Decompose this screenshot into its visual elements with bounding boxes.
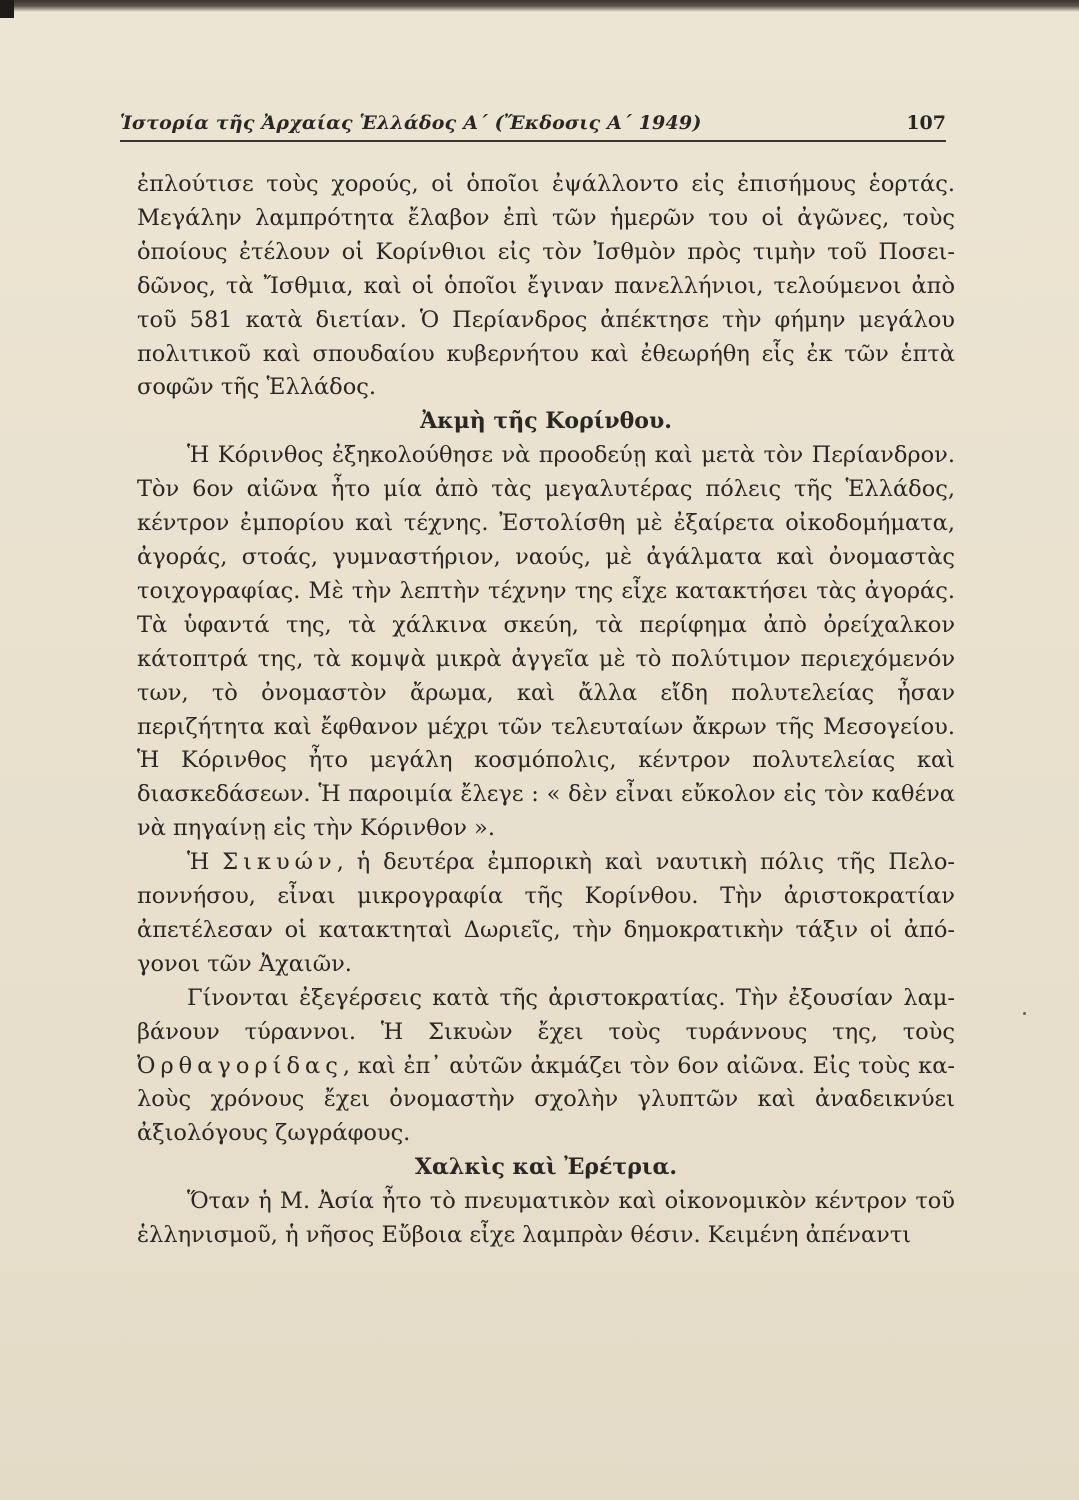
running-header [120,110,946,142]
running-header-title: Ἱστορία τῆς Ἀρχαίας Ἑλλάδος Α΄ (Ἔκδοσις Α΄ 1949) [120,112,702,134]
spaced-term-orthagorides: Ὀρθαγορίδας [137,1052,343,1079]
paragraph-sikyon [137,846,955,982]
paragraph-tyrants-after: , καὶ ἐπ᾿ αὐτῶν ἀκμάζει τὸν 6ον αἰῶνα. Εἰς τοὺς καλοὺς χρόνους ἔχει ὀνομαστὴν σχολὴν γλυπτῶν καὶ ἀναδεικνύει ἀξιολόγους ζωγράφους. [137,1052,955,1147]
paragraph-korinthos: Ἡ Κόρινθος ἐξηκολούθησε νὰ προοδεύῃ καὶ μετὰ τὸν Περίανδρον. Τὸν 6ον αἰῶνα ἦτο μία ἀπὸ τὰς μεγαλυτέρας πόλεις τῆς Ἑλλάδος, κέντρον ἐμπορίου καὶ τέχνης. Ἐστολίσθη μὲ ἐξαίρετα οἰκοδομήματα, ἀγοράς, στοάς, γυμναστήριον, ναούς, μὲ ἀγάλματα καὶ ὀνομαστὰς τοιχογραφίας. Μὲ τὴν λεπτὴν τέχνην της εἶχε κατακτήσει τὰς ἀγοράς. Τὰ ὑφαντά της, τὰ χάλκινα σκεύη, τὰ περίφημα ἀπὸ ὀρείχαλκον κάτοπτρά της, τὰ κομψὰ μικρὰ ἀγγεῖα μὲ τὸ πολύτιμον περιεχόμενόν των, τὸ ὀνομαστὸν ἄρωμα, καὶ ἄλλα εἴδη πολυτελείας ἦσαν περιζήτητα καὶ ἔφθανον μέχρι τῶν τελευταίων ἄκρων τῆς Μεσογείου. Ἡ Κόρινθος ἦτο μεγάλη κοσμόπολις, κέντρον πολυτελείας καὶ διασκεδάσεων. Ἡ παροιμία ἔλεγε : « δὲν εἶναι εὔκολον εἰς τὸν καθένα νὰ πηγαίνῃ εἰς τὴν Κόρινθον ». [137,442,955,842]
paragraph-sikyon-lead: Ἡ [187,849,223,876]
paragraph-tyrants [137,982,955,1152]
paragraph-tyrants-before: Γίνονται ἐξεγέρσεις κατὰ τῆς ἀριστοκρατίας. Τὴν ἐξουσίαν λαμβάνουν τύραννοι. Ἡ Σικυὼν ἔχει τοὺς τυράννους της, τοὺς [137,984,955,1045]
paragraph-euboea: Ὅταν ἡ Μ. Ἀσία ἦτο τὸ πνευματικὸν καὶ οἰκονομικὸν κέντρον τοῦ ἑλληνισμοῦ, ἡ νῆσος Εὔβοια εἶχε λαμπρὰν θέσιν. Κειμένη ἀπέναντι [137,1188,955,1249]
spaced-term-sikyon: Σικυών [222,849,337,876]
section-heading-akmi-korinthou: Ἀκμὴ τῆς Κορίνθου. [420,408,672,435]
section-heading-chalkis-eretria: Χαλκὶς καὶ Ἐρέτρια. [414,1154,678,1181]
paragraph-sikyon-text: , ἡ δευτέρα ἐμπορικὴ καὶ ναυτικὴ πόλις τῆς Πελοποννήσου, εἶναι μικρογραφία τῆς Κορίνθου. Τὴν ἀριστοκρατίαν ἀπετέλεσαν οἱ κατακτηταὶ Δωριεῖς, τὴν δημοκρατικὴν τάξιν οἱ ἀπόγονοι τῶν Ἀχαιῶν. [137,849,955,977]
scan-corner-mark [0,0,14,18]
page-number: 107 [906,112,946,134]
scan-speck [1023,1012,1026,1015]
page-body [137,168,955,1253]
paragraph-continuation: ἐπλούτισε τοὺς χορούς, οἱ ὁποῖοι ἐψάλλοντο εἰς ἐπισήμους ἑορτάς. Μεγάλην λαμπρότητα ἔλαβον ἐπὶ τῶν ἡμερῶν του οἱ ἀγῶνες, τοὺς ὁποίους ἐτέλουν οἱ Κορίνθιοι εἰς τὸν Ἰσθμὸν πρὸς τιμὴν τοῦ Ποσειδῶνος, τὰ Ἴσθμια, καὶ οἱ ὁποῖοι ἔγιναν πανελλήνιοι, τελούμενοι ἀπὸ τοῦ 581 κατὰ διετίαν. Ὁ Περίανδρος ἀπέκτησε τὴν φήμην μεγάλου πολιτικοῦ καὶ σπουδαίου κυβερνήτου καὶ ἐθεωρήθη εἷς ἐκ τῶν ἑπτὰ σοφῶν τῆς Ἑλλάδος. [137,171,955,401]
scan-top-edge [0,0,1079,12]
